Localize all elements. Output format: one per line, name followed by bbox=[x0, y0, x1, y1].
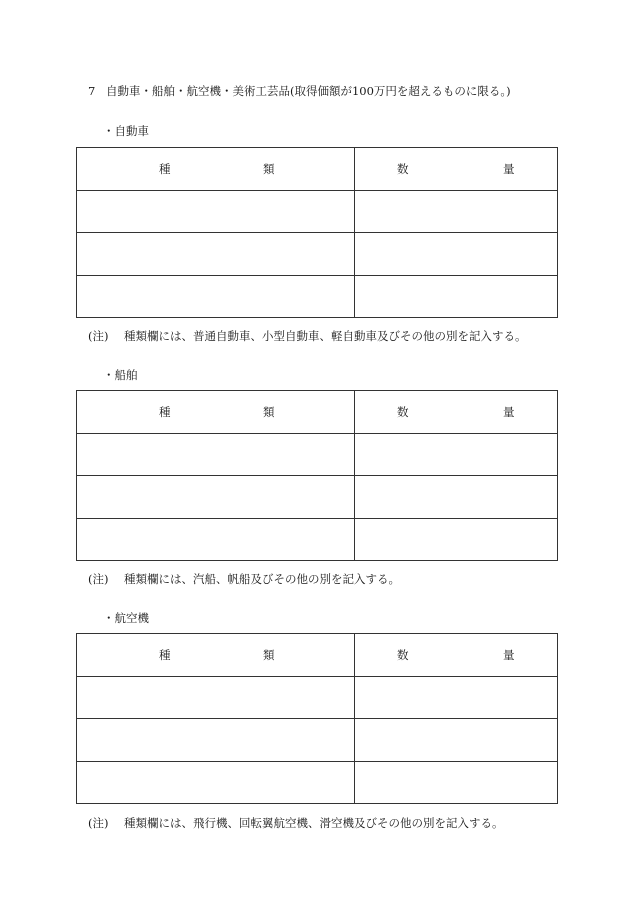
quantity-header-char-1: 数 bbox=[397, 404, 409, 419]
table-header-row bbox=[77, 148, 558, 191]
note-text: 種類欄には、飛行機、回転翼航空機、滑空機及びその他の別を記入する。 bbox=[124, 816, 504, 830]
quantity-header-char-1: 数 bbox=[397, 647, 409, 662]
section-heading-text: 自動車・船舶・航空機・美術工芸品(取得価額が100万円を超えるものに限る。) bbox=[106, 84, 511, 98]
type-column-header bbox=[77, 634, 355, 677]
type-cell[interactable] bbox=[77, 719, 355, 762]
aircraft-note bbox=[88, 815, 504, 831]
table-row bbox=[77, 676, 558, 719]
automobile-note bbox=[88, 328, 527, 344]
type-cell[interactable] bbox=[77, 518, 355, 561]
note-text: 種類欄には、汽船、帆船及びその他の別を記入する。 bbox=[124, 572, 400, 586]
quantity-header-char-2: 量 bbox=[503, 647, 515, 662]
table-row bbox=[77, 275, 558, 318]
type-header-char-2: 類 bbox=[263, 647, 275, 662]
aircraft-table bbox=[76, 633, 558, 804]
quantity-cell[interactable] bbox=[355, 190, 558, 233]
note-tag: (注) bbox=[88, 572, 109, 586]
type-header-char-2: 類 bbox=[263, 161, 275, 176]
quantity-cell[interactable] bbox=[355, 676, 558, 719]
table-row bbox=[77, 433, 558, 476]
table-header-row bbox=[77, 634, 558, 677]
quantity-cell[interactable] bbox=[355, 275, 558, 318]
automobile-subtitle: ・自動車 bbox=[103, 124, 149, 138]
quantity-cell[interactable] bbox=[355, 518, 558, 561]
ship-table bbox=[76, 390, 558, 561]
quantity-header-char-1: 数 bbox=[397, 161, 409, 176]
type-cell[interactable] bbox=[77, 761, 355, 804]
quantity-column-header bbox=[355, 634, 558, 677]
type-cell[interactable] bbox=[77, 476, 355, 519]
quantity-column-header bbox=[355, 148, 558, 191]
quantity-header-char-2: 量 bbox=[503, 404, 515, 419]
quantity-header-char-2: 量 bbox=[503, 161, 515, 176]
section-heading bbox=[88, 83, 511, 99]
table-row bbox=[77, 761, 558, 804]
type-cell[interactable] bbox=[77, 275, 355, 318]
ship-subtitle: ・船舶 bbox=[103, 368, 138, 382]
table-row bbox=[77, 476, 558, 519]
note-text: 種類欄には、普通自動車、小型自動車、軽自動車及びその他の別を記入する。 bbox=[124, 329, 527, 343]
note-tag: (注) bbox=[88, 816, 109, 830]
type-column-header bbox=[77, 391, 355, 434]
quantity-cell[interactable] bbox=[355, 476, 558, 519]
table-row bbox=[77, 518, 558, 561]
ship-note bbox=[88, 571, 400, 587]
quantity-column-header bbox=[355, 391, 558, 434]
type-cell[interactable] bbox=[77, 233, 355, 276]
table-row bbox=[77, 233, 558, 276]
quantity-cell[interactable] bbox=[355, 233, 558, 276]
type-cell[interactable] bbox=[77, 190, 355, 233]
type-header-char-1: 種 bbox=[159, 161, 171, 176]
type-header-char-2: 類 bbox=[263, 404, 275, 419]
quantity-cell[interactable] bbox=[355, 433, 558, 476]
note-tag: (注) bbox=[88, 329, 109, 343]
type-column-header bbox=[77, 148, 355, 191]
aircraft-subtitle: ・航空機 bbox=[103, 611, 149, 625]
type-cell[interactable] bbox=[77, 433, 355, 476]
table-row bbox=[77, 719, 558, 762]
automobile-table bbox=[76, 147, 558, 318]
section-number: 7 bbox=[88, 84, 96, 98]
type-header-char-1: 種 bbox=[159, 404, 171, 419]
table-row bbox=[77, 190, 558, 233]
quantity-cell[interactable] bbox=[355, 719, 558, 762]
type-header-char-1: 種 bbox=[159, 647, 171, 662]
type-cell[interactable] bbox=[77, 676, 355, 719]
quantity-cell[interactable] bbox=[355, 761, 558, 804]
table-header-row bbox=[77, 391, 558, 434]
